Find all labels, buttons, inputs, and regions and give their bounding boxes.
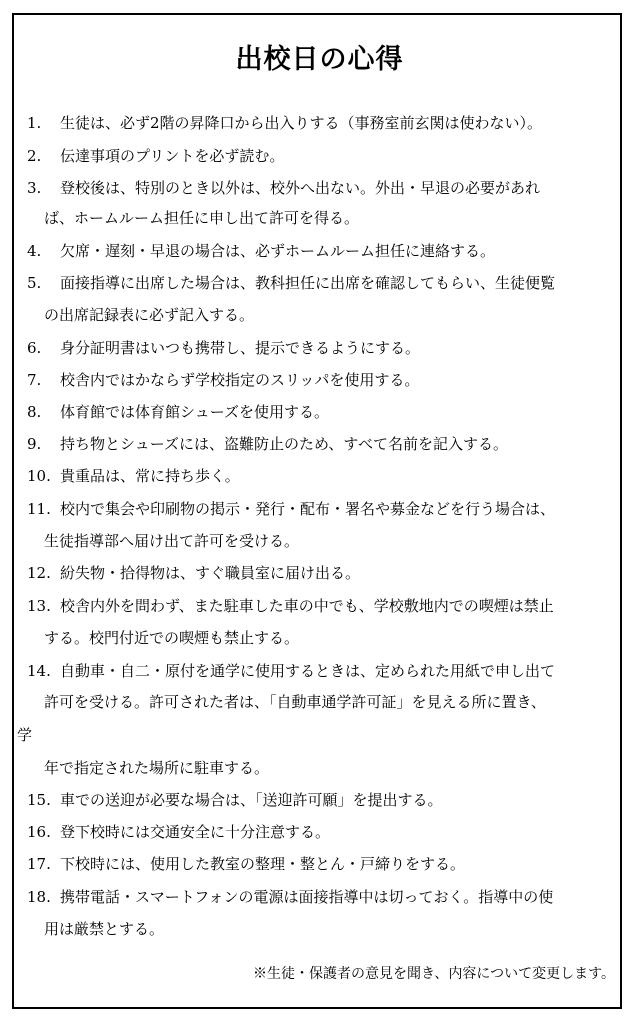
rule-number: 7. xyxy=(27,371,42,389)
rule-number: 2. xyxy=(27,147,42,165)
rule-text: 携帯電話・スマートフォンの電源は面接指導中は切っておく。指導中の使 xyxy=(60,888,554,906)
footnote: ※生徒・保護者の意見を聞き、内容について変更します。 xyxy=(252,966,615,982)
rule-text: 校内で集会や印刷物の掲示・発行・配布・署名や募金などを行う場合は、 xyxy=(60,500,556,518)
rule-text: 学 xyxy=(17,726,33,744)
rule-text: する。校門付近での喫煙も禁止する。 xyxy=(44,629,300,647)
rule-text: 許可を受ける。許可された者は、「自動車通学許可証」を見える所に置き、 xyxy=(44,693,546,711)
rule-text: 欠席・遅刻・早退の場合は、必ずホームルーム担任に連絡する。 xyxy=(60,242,496,260)
page-title: 出校日の心得 xyxy=(235,44,404,75)
rule-number: 11. xyxy=(27,500,51,518)
rule-text: 紛失物・拾得物は、すぐ職員室に届け出る。 xyxy=(60,564,361,582)
rule-number: 8. xyxy=(27,403,42,421)
rule-number: 16. xyxy=(27,823,51,841)
rule-text: 自動車・自二・原付を通学に使用するときは、定められた用紙で申し出て xyxy=(60,662,556,680)
rule-text: 校舎内外を問わず、また駐車した車の中でも、学校敷地内での喫煙は禁止 xyxy=(60,597,554,615)
rule-text: 下校時には、使用した教室の整理・整とん・戸締りをする。 xyxy=(60,855,466,873)
rule-text: 伝達事項のプリントを必ず読む。 xyxy=(60,147,285,165)
rule-number: 5. xyxy=(27,274,42,292)
rule-number: 12. xyxy=(27,564,51,582)
rule-text: 生徒は、必ず2階の昇降口から出入りする（事務室前玄関は使わない）。 xyxy=(60,114,543,132)
rule-text: 年で指定された場所に駐車する。 xyxy=(44,759,270,777)
rule-number: 13. xyxy=(27,597,51,615)
rule-number: 1. xyxy=(27,114,42,132)
rule-number: 18. xyxy=(27,888,51,906)
rule-number: 9. xyxy=(27,435,42,453)
rule-number: 17. xyxy=(27,855,51,873)
rule-text: 持ち物とシューズには、盗難防止のため、すべて名前を記入する。 xyxy=(60,435,509,453)
rule-text: ば、ホームルーム担任に申し出て許可を得る。 xyxy=(44,209,360,227)
rule-number: 3. xyxy=(27,179,42,197)
rule-text: の出席記録表に必ず記入する。 xyxy=(44,306,255,324)
rule-text: 登校後は、特別のとき以外は、校外へ出ない。外出・早退の必要があれ xyxy=(60,179,541,197)
rule-number: 4. xyxy=(27,242,42,260)
rule-text: 車での送迎が必要な場合は、「送迎許可願」を提出する。 xyxy=(60,791,443,809)
rule-number: 14. xyxy=(27,662,51,680)
rule-text: 身分証明書はいつも携帯し、提示できるようにする。 xyxy=(60,339,421,357)
rule-text: 生徒指導部へ届け出て許可を受ける。 xyxy=(44,532,300,550)
rule-text: 面接指導に出席した場合は、教科担任に出席を確認してもらい、生徒便覧 xyxy=(60,274,556,292)
rule-text: 用は厳禁とする。 xyxy=(44,920,165,938)
rule-text: 登下校時には交通安全に十分注意する。 xyxy=(60,823,331,841)
rule-number: 15. xyxy=(27,791,51,809)
rule-text: 校舎内ではかならず学校指定のスリッパを使用する。 xyxy=(60,371,420,389)
rule-text: 体育館では体育館シューズを使用する。 xyxy=(60,403,329,421)
rule-number: 10. xyxy=(27,467,51,485)
rule-text: 貴重品は、常に持ち歩く。 xyxy=(60,467,240,485)
rule-number: 6. xyxy=(27,339,42,357)
